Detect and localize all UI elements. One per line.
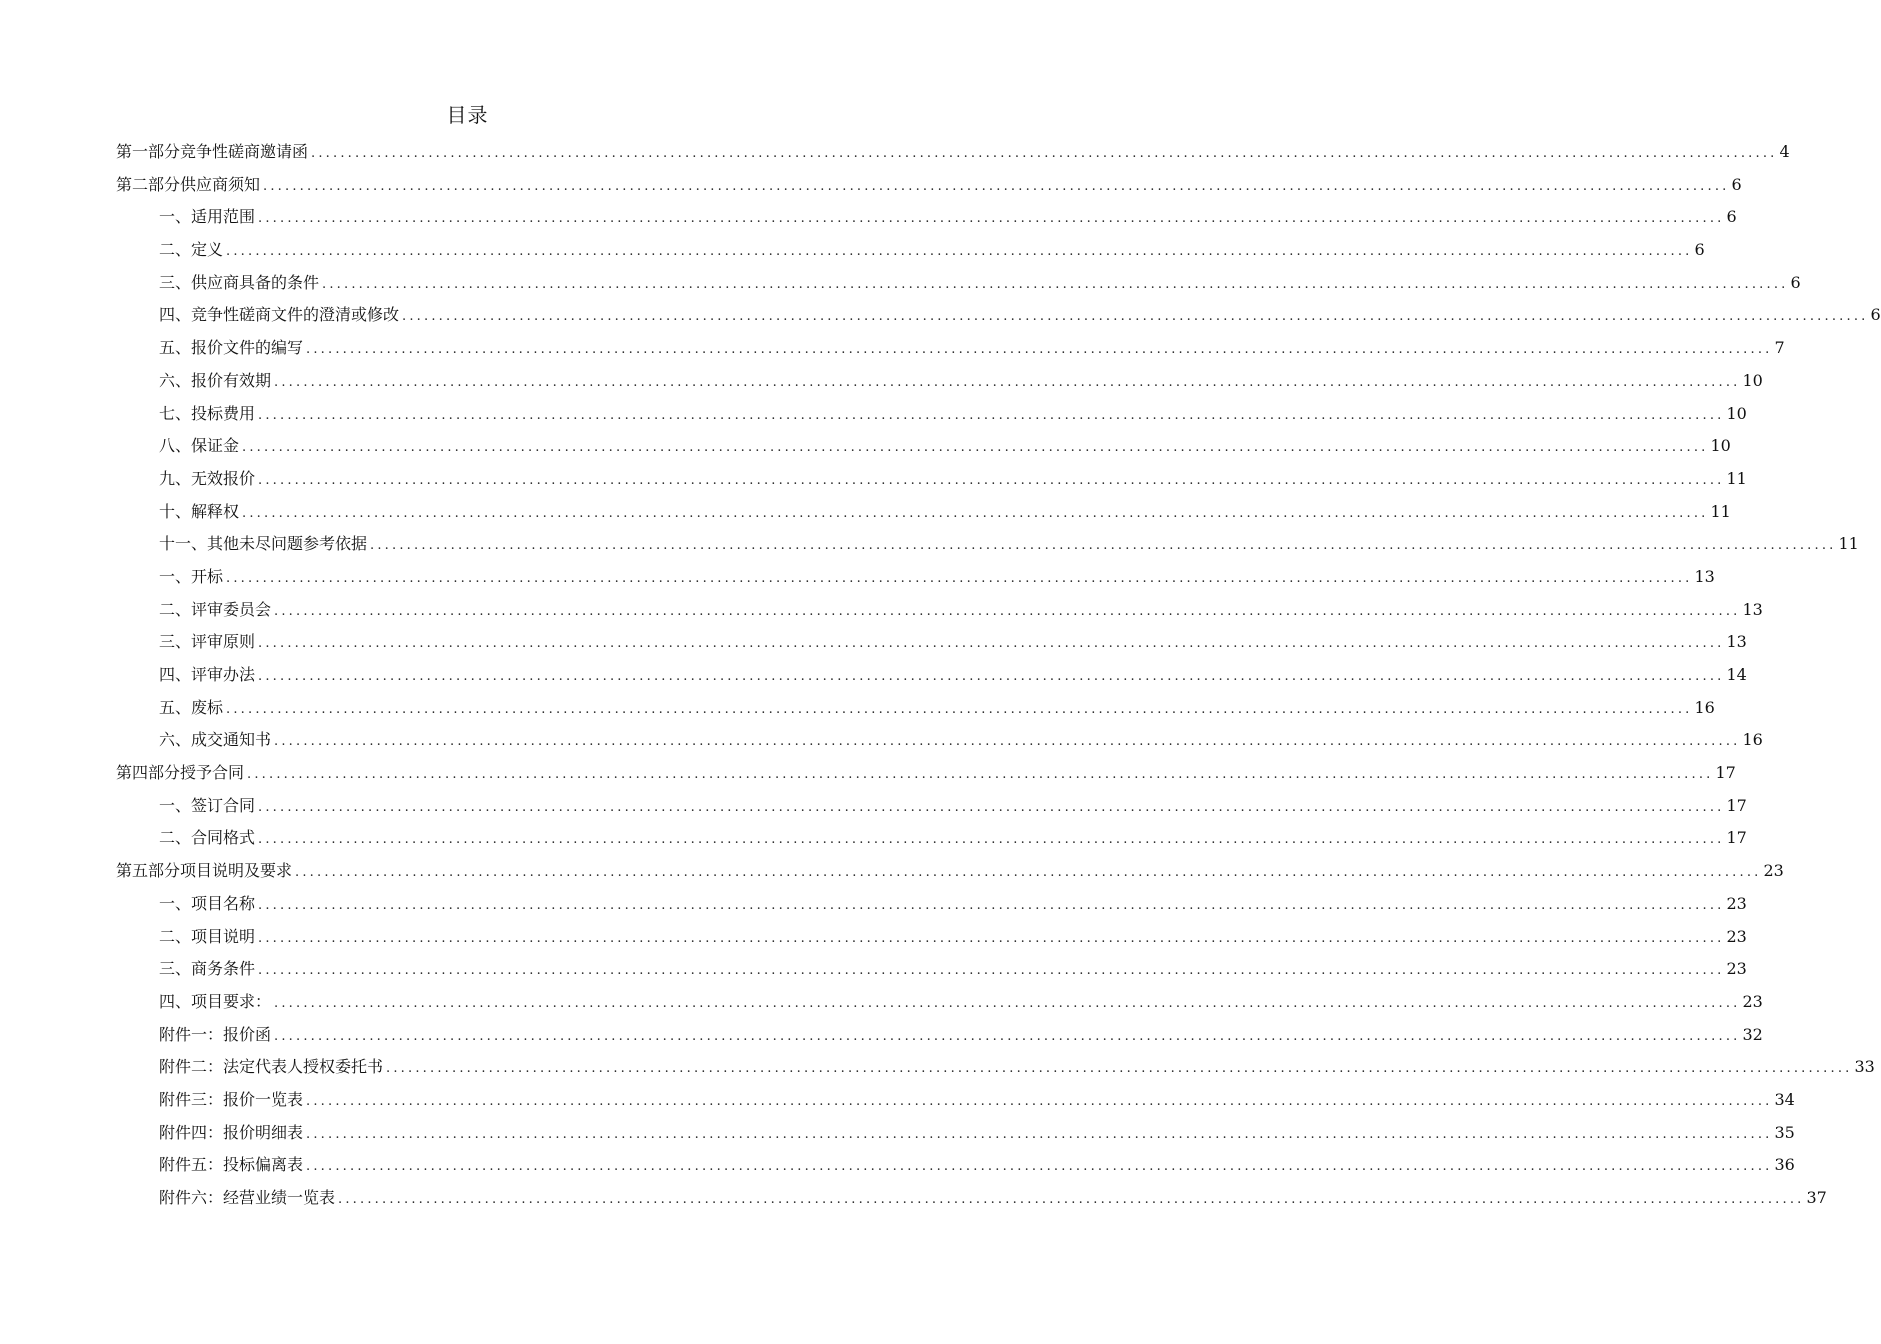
toc-entry-label: 二、合同格式 xyxy=(159,828,256,848)
toc-entry-page-number: 16 xyxy=(1742,730,1763,750)
toc-entry[interactable] xyxy=(116,1051,1875,1084)
toc-leader-dots: ........................................................................................................................................................................................................ xyxy=(258,636,1725,652)
toc-leader-dots: ........................................................................................................................................................................................................ xyxy=(258,897,1725,913)
toc-entry-label: 四、项目要求： xyxy=(159,991,272,1011)
toc-entry-label: 二、项目说明 xyxy=(159,926,256,946)
toc-leader-dots: ........................................................................................................................................................................................................ xyxy=(295,865,1762,881)
toc-leader-dots: ........................................................................................................................................................................................................ xyxy=(338,1192,1805,1207)
toc-entry-label: 七、投标费用 xyxy=(159,403,256,423)
toc-entry-page-number: 10 xyxy=(1726,403,1747,423)
toc-entry-label: 附件一：报价函 xyxy=(159,1024,272,1044)
toc-entry-label: 五、报价文件的编写 xyxy=(159,338,304,358)
toc-leader-dots: ........................................................................................................................................................................................................ xyxy=(274,1028,1741,1044)
toc-entry-label: 附件四：报价明细表 xyxy=(159,1122,304,1142)
toc-leader-dots: ........................................................................................................................................................................................................ xyxy=(370,538,1837,554)
toc-entry-label: 一、签订合同 xyxy=(159,795,256,815)
toc-entry-label: 四、评审办法 xyxy=(159,665,256,684)
toc-entry-page-number: 6 xyxy=(1790,272,1801,292)
toc-entry[interactable] xyxy=(116,169,1742,202)
toc-entry-label: 第一部分竞争性磋商邀请函 xyxy=(116,142,309,161)
toc-entry[interactable] xyxy=(116,659,1747,692)
toc-leader-dots: ........................................................................................................................................................................................................ xyxy=(258,930,1725,946)
toc-entry-page-number: 23 xyxy=(1763,861,1784,881)
toc-entry-label: 附件六：经营业绩一览表 xyxy=(159,1188,336,1207)
toc-entry-page-number: 10 xyxy=(1742,370,1763,390)
toc-entry-page-number: 17 xyxy=(1715,763,1736,783)
toc-entry-label: 二、定义 xyxy=(159,240,224,260)
toc-entry[interactable] xyxy=(116,299,1881,332)
toc-entry-label: 附件二：法定代表人授权委托书 xyxy=(159,1057,384,1077)
toc-entry-page-number: 13 xyxy=(1742,599,1763,619)
toc-entry[interactable] xyxy=(116,365,1763,398)
toc-entry[interactable] xyxy=(116,724,1763,757)
toc-leader-dots: ........................................................................................................................................................................................................ xyxy=(274,734,1741,750)
toc-leader-dots: ........................................................................................................................................................................................................ xyxy=(306,1093,1773,1109)
toc-entry[interactable] xyxy=(116,234,1705,267)
toc-entry-page-number: 23 xyxy=(1742,991,1763,1011)
toc-entry[interactable] xyxy=(116,953,1747,986)
toc-leader-dots: ........................................................................................................................................................................................................ xyxy=(226,701,1693,717)
toc-entry[interactable] xyxy=(116,1117,1795,1150)
toc-leader-dots: ........................................................................................................................................................................................................ xyxy=(274,603,1741,619)
toc-entry-page-number: 36 xyxy=(1774,1155,1795,1175)
toc-entry[interactable] xyxy=(116,561,1715,594)
toc-entry-page-number: 23 xyxy=(1726,893,1747,913)
toc-entry-label: 六、成交通知书 xyxy=(159,730,272,750)
toc-entry-page-number: 6 xyxy=(1731,174,1742,194)
toc-entry[interactable] xyxy=(116,1149,1795,1182)
toc-entry-label: 十、解释权 xyxy=(159,501,240,521)
toc-entry-label: 一、开标 xyxy=(159,566,224,586)
toc-entry[interactable] xyxy=(116,528,1859,561)
toc-entry[interactable] xyxy=(116,136,1790,169)
toc-entry[interactable] xyxy=(116,201,1737,234)
toc-entry[interactable] xyxy=(116,692,1715,725)
toc-leader-dots: ........................................................................................................................................................................................................ xyxy=(258,799,1725,815)
toc-entry-page-number: 10 xyxy=(1710,436,1731,456)
toc-entry[interactable] xyxy=(116,496,1731,529)
toc-entry-label: 三、供应商具备的条件 xyxy=(159,272,320,292)
toc-entry-page-number: 34 xyxy=(1774,1089,1795,1109)
toc-leader-dots: ........................................................................................................................................................................................................ xyxy=(242,440,1709,456)
toc-entry-label: 第四部分授予合同 xyxy=(116,763,245,783)
toc-entry-label: 八、保证金 xyxy=(159,436,240,456)
toc-entry[interactable] xyxy=(116,888,1747,921)
toc-entry-page-number: 11 xyxy=(1726,468,1747,488)
toc-leader-dots: ........................................................................................................................................................................................................ xyxy=(386,1061,1853,1077)
toc-entry-page-number: 14 xyxy=(1726,665,1747,684)
toc-entry[interactable] xyxy=(116,921,1747,954)
toc-leader-dots: ........................................................................................................................................................................................................ xyxy=(311,146,1778,161)
toc-entry[interactable] xyxy=(116,398,1747,431)
toc-entry[interactable] xyxy=(116,1084,1795,1117)
toc-leader-dots: ........................................................................................................................................................................................................ xyxy=(226,244,1693,260)
toc-entry-label: 十一、其他未尽问题参考依据 xyxy=(159,534,368,554)
toc-leader-dots: ........................................................................................................................................................................................................ xyxy=(274,995,1741,1011)
toc-entry-label: 四、竞争性磋商文件的澄清或修改 xyxy=(159,305,400,325)
toc-entry[interactable] xyxy=(116,594,1763,627)
toc-entry-page-number: 4 xyxy=(1779,142,1790,161)
toc-entry-label: 三、评审原则 xyxy=(159,632,256,652)
toc-leader-dots: ........................................................................................................................................................................................................ xyxy=(258,211,1725,227)
toc-entry-page-number: 13 xyxy=(1726,632,1747,652)
toc-entry-label: 一、适用范围 xyxy=(159,207,256,227)
toc-leader-dots: ........................................................................................................................................................................................................ xyxy=(226,570,1693,586)
toc-entry-label: 二、评审委员会 xyxy=(159,599,272,619)
toc-entry[interactable] xyxy=(116,1182,1827,1215)
toc-entry[interactable] xyxy=(116,790,1747,823)
toc-leader-dots: ........................................................................................................................................................................................................ xyxy=(322,276,1789,292)
toc-entry[interactable] xyxy=(116,626,1747,659)
toc-entry-page-number: 6 xyxy=(1870,305,1881,325)
toc-entry[interactable] xyxy=(116,822,1747,855)
toc-entry-label: 三、商务条件 xyxy=(159,959,256,979)
toc-leader-dots: ........................................................................................................................................................................................................ xyxy=(258,472,1725,488)
toc-leader-dots: ........................................................................................................................................................................................................ xyxy=(306,1159,1773,1175)
toc-entry[interactable] xyxy=(116,855,1784,888)
toc-entry-label: 九、无效报价 xyxy=(159,468,256,488)
toc-entry[interactable] xyxy=(116,1019,1763,1052)
toc-entry-label: 第二部分供应商须知 xyxy=(116,174,261,194)
toc-entry-label: 一、项目名称 xyxy=(159,893,256,913)
toc-leader-dots: ........................................................................................................................................................................................................ xyxy=(402,309,1869,325)
toc-entry-page-number: 11 xyxy=(1710,501,1731,521)
toc-title: 目录 xyxy=(446,103,489,127)
toc-entry-page-number: 6 xyxy=(1726,207,1737,227)
toc-entry-page-number: 32 xyxy=(1742,1024,1763,1044)
toc-entry-page-number: 37 xyxy=(1806,1188,1827,1207)
toc-list xyxy=(116,136,1881,1215)
toc-leader-dots: ........................................................................................................................................................................................................ xyxy=(274,374,1741,390)
toc-entry-page-number: 6 xyxy=(1694,240,1705,260)
toc-leader-dots: ........................................................................................................................................................................................................ xyxy=(258,832,1725,848)
toc-entry[interactable] xyxy=(116,267,1801,300)
toc-entry-label: 附件三：报价一览表 xyxy=(159,1089,304,1109)
toc-leader-dots: ........................................................................................................................................................................................................ xyxy=(258,669,1725,684)
toc-leader-dots: ........................................................................................................................................................................................................ xyxy=(306,1126,1773,1142)
toc-entry-label: 第五部分项目说明及要求 xyxy=(116,861,293,881)
toc-entry-page-number: 17 xyxy=(1726,828,1747,848)
toc-entry-page-number: 23 xyxy=(1726,959,1747,979)
toc-entry[interactable] xyxy=(116,332,1785,365)
toc-leader-dots: ........................................................................................................................................................................................................ xyxy=(263,178,1730,194)
toc-leader-dots: ........................................................................................................................................................................................................ xyxy=(258,963,1725,979)
toc-entry-page-number: 33 xyxy=(1854,1057,1875,1077)
toc-entry-page-number: 17 xyxy=(1726,795,1747,815)
toc-entry-page-number: 35 xyxy=(1774,1122,1795,1142)
toc-leader-dots: ........................................................................................................................................................................................................ xyxy=(247,767,1714,783)
toc-leader-dots: ........................................................................................................................................................................................................ xyxy=(242,505,1709,521)
toc-entry[interactable] xyxy=(116,463,1747,496)
toc-leader-dots: ........................................................................................................................................................................................................ xyxy=(258,407,1725,423)
toc-entry-page-number: 13 xyxy=(1694,566,1715,586)
toc-entry-page-number: 16 xyxy=(1694,697,1715,717)
toc-entry[interactable] xyxy=(116,430,1731,463)
toc-entry-label: 六、报价有效期 xyxy=(159,370,272,390)
toc-entry-page-number: 11 xyxy=(1838,534,1859,554)
toc-entry-page-number: 23 xyxy=(1726,926,1747,946)
toc-entry[interactable] xyxy=(116,986,1763,1019)
toc-entry-label: 附件五：投标偏离表 xyxy=(159,1155,304,1175)
toc-entry-label: 五、废标 xyxy=(159,697,224,717)
toc-leader-dots: ........................................................................................................................................................................................................ xyxy=(306,342,1773,358)
toc-entry-page-number: 7 xyxy=(1774,338,1785,358)
toc-entry[interactable] xyxy=(116,757,1736,790)
